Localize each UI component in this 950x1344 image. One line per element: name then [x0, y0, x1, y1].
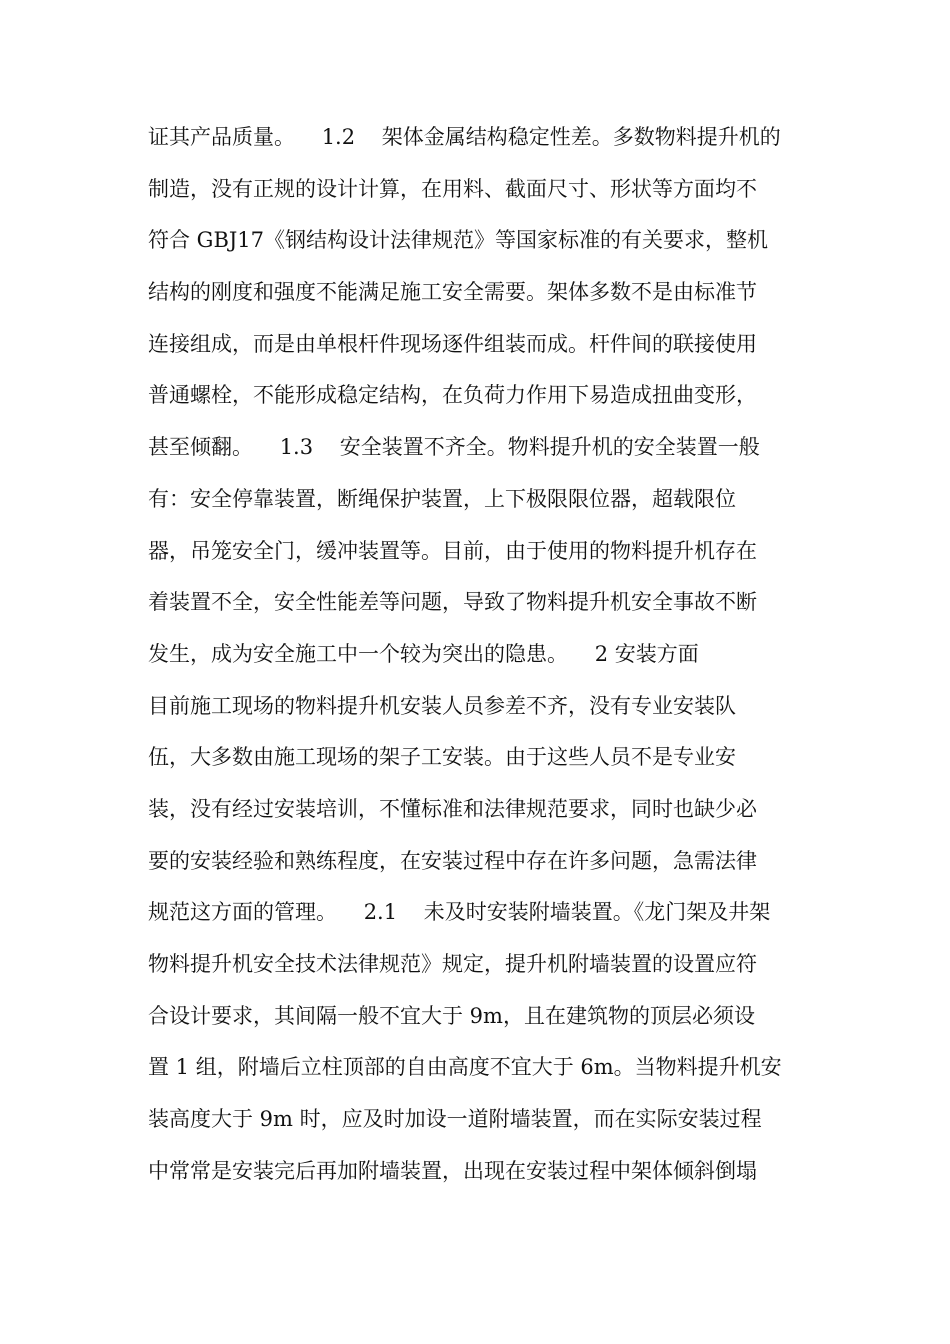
text-line: 发生，成为安全施工中一个较为突出的隐患。 2 安装方面	[148, 641, 699, 666]
text-line: 结构的刚度和强度不能满足施工安全需要。架体多数不是由标准节	[148, 280, 757, 305]
text-line: 符合 GBJ17《钢结构设计法律规范》等国家标准的有关要求，整机	[148, 228, 769, 253]
text-line: 置 1 组，附墙后立柱顶部的自由高度不宜大于 6m。当物料提升机安	[148, 1055, 782, 1080]
text-line: 目前施工现场的物料提升机安装人员参差不齐，没有专业安装队	[148, 693, 736, 718]
text-line: 甚至倾翻。 1.3 安全装置不齐全。物料提升机的安全装置一般	[148, 435, 760, 460]
text-line: 证其产品质量。 1.2 架体金属结构稳定性差。多数物料提升机的	[148, 125, 781, 149]
text-line: 中常常是安装完后再加附墙装置，出现在安装过程中架体倾斜倒塌	[148, 1158, 757, 1183]
text-line: 有：安全停靠装置，断绳保护装置，上下极限限位器，超载限位	[148, 486, 736, 511]
text-line: 普通螺栓，不能形成稳定结构，在负荷力作用下易造成扭曲变形，	[148, 383, 757, 408]
text-line: 物料提升机安全技术法律规范》规定，提升机附墙装置的设置应符	[148, 952, 757, 976]
text-line: 合设计要求，其间隔一般不宜大于 9m，且在建筑物的顶层必须设	[148, 1003, 755, 1028]
text-line: 连接组成，而是由单根杆件现场逐件组装而成。杆件间的联接使用	[148, 331, 757, 356]
text-line: 器，吊笼安全门，缓冲装置等。目前，由于使用的物料提升机存在	[148, 538, 757, 563]
text-line: 装高度大于 9m 时，应及时加设一道附墙装置，而在实际安装过程	[148, 1107, 762, 1132]
text-line: 着装置不全，安全性能差等问题，导致了物料提升机安全事故不断	[148, 590, 757, 615]
text-line: 制造，没有正规的设计计算，在用料、截面尺寸、形状等方面均不	[148, 176, 757, 201]
text-line: 规范这方面的管理。 2.1 未及时安装附墙装置。《龙门架及井架	[148, 900, 771, 925]
body-text	[148, 112, 828, 1197]
text-line: 要的安装经验和熟练程度，在安装过程中存在许多问题，急需法律	[148, 848, 757, 873]
text-line: 装，没有经过安装培训，不懂标准和法律规范要求，同时也缺少必	[148, 796, 757, 821]
text-line: 伍，大多数由施工现场的架子工安装。由于这些人员不是专业安	[148, 745, 736, 770]
